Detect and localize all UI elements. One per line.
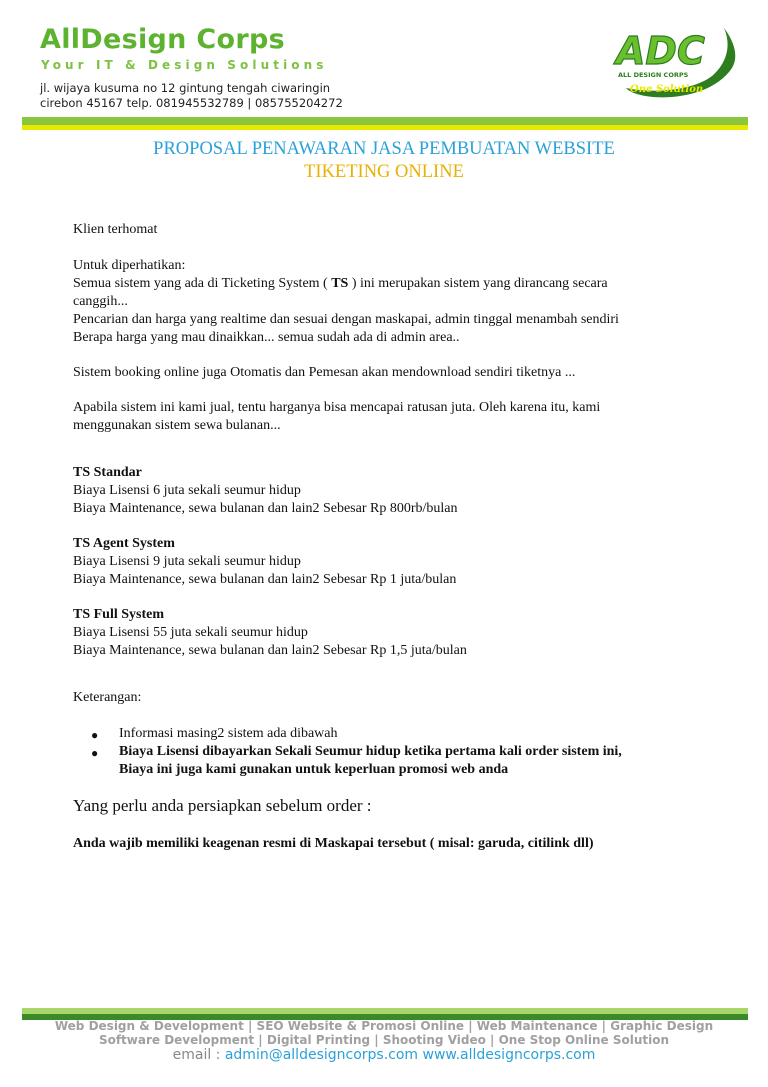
adc-logo bbox=[608, 20, 740, 102]
package-maintenance: Biaya Maintenance, sewa bulanan dan lain2 Sebesar Rp 1,5 juta/bulan bbox=[73, 643, 467, 658]
bullet-dot-icon: ● bbox=[91, 746, 99, 760]
paragraph-4-line-2: menggunakan sistem sewa bulanan... bbox=[73, 418, 281, 433]
package-name: TS Standar bbox=[73, 465, 142, 480]
company-name: AllDesign Corps bbox=[40, 24, 285, 55]
website-link[interactable]: www.alldesigncorps.com bbox=[422, 1047, 596, 1063]
paragraph-2-line-1: Pencarian dan harga yang realtime dan sesuai dengan maskapai, admin tinggal menambah sendiri bbox=[73, 312, 619, 327]
logo-sub-text: ALL DESIGN CORPS bbox=[618, 71, 689, 79]
email-label: email : bbox=[172, 1047, 225, 1063]
footer-contact bbox=[0, 1047, 768, 1063]
header-divider-yellow bbox=[22, 125, 748, 130]
intro-line-2: canggih... bbox=[73, 294, 128, 309]
prep-heading: Yang perlu anda persiapkan sebelum order : bbox=[73, 796, 372, 815]
proposal-subtitle: TIKETING ONLINE bbox=[304, 162, 464, 182]
note-bullet-2-line-2: Biaya ini juga kami gunakan untuk keperluan promosi web anda bbox=[119, 762, 509, 777]
paragraph-4-line-1: Apabila sistem ini kami jual, tentu harganya bisa mencapai ratusan juta. Oleh karena itu, kami bbox=[73, 400, 601, 415]
footer-services-line-2: Software Development | Digital Printing | Shooting Video | One Stop Online Solution bbox=[98, 1033, 670, 1047]
package-license: Biaya Lisensi 9 juta sekali seumur hidup bbox=[73, 554, 301, 569]
address-line-1: jl. wijaya kusuma no 12 gintung tengah ciwaringin bbox=[40, 81, 331, 95]
paragraph-3: Sistem booking online juga Otomatis dan Pemesan akan mendownload sendiri tiketnya ... bbox=[73, 365, 576, 380]
note-bullet-1: Informasi masing2 sistem ada dibawah bbox=[119, 726, 338, 741]
address-line-2: cirebon 45167 telp. 081945532789 | 085755204272 bbox=[40, 96, 343, 110]
paragraph-2-line-2: Berapa harga yang mau dinaikkan... semua sudah ada di admin area.. bbox=[73, 330, 460, 345]
package-name: TS Agent System bbox=[73, 536, 175, 551]
note-bullet-2-line-1: Biaya Lisensi dibayarkan Sekali Seumur hidup ketika pertama kali order sistem ini, bbox=[119, 744, 622, 759]
intro-line-1: Semua sistem yang ada di Ticketing System ( TS ) ini merupakan sistem yang dirancang secara bbox=[73, 276, 608, 291]
package-maintenance: Biaya Maintenance, sewa bulanan dan lain2 Sebesar Rp 1 juta/bulan bbox=[73, 572, 457, 587]
header-divider-green bbox=[22, 117, 748, 125]
email-link[interactable]: admin@alldesigncorps.com bbox=[224, 1047, 419, 1063]
footer-services-line-1: Web Design & Development | SEO Website & Promosi Online | Web Maintenance | Graphic Design bbox=[54, 1019, 714, 1033]
attention-label: Untuk diperhatikan: bbox=[73, 258, 186, 273]
logo-script-text: One Solution bbox=[630, 84, 704, 95]
greeting: Klien terhomat bbox=[73, 222, 158, 237]
proposal-title: PROPOSAL PENAWARAN JASA PEMBUATAN WEBSITE bbox=[153, 139, 615, 159]
company-tagline: Your IT & Design Solutions bbox=[41, 58, 328, 72]
package-name: TS Full System bbox=[73, 607, 165, 622]
package-maintenance: Biaya Maintenance, sewa bulanan dan lain2 Sebesar Rp 800rb/bulan bbox=[73, 501, 458, 516]
package-license: Biaya Lisensi 6 juta sekali seumur hidup bbox=[73, 483, 301, 498]
bullet-dot-icon: ● bbox=[91, 728, 99, 742]
package-license: Biaya Lisensi 55 juta sekali seumur hidup bbox=[73, 625, 308, 640]
logo-main-text: ADC bbox=[616, 29, 705, 73]
notes-label: Keterangan: bbox=[73, 690, 142, 705]
prep-requirement: Anda wajib memiliki keagenan resmi di Maskapai tersebut ( misal: garuda, citilink dll) bbox=[73, 836, 594, 851]
